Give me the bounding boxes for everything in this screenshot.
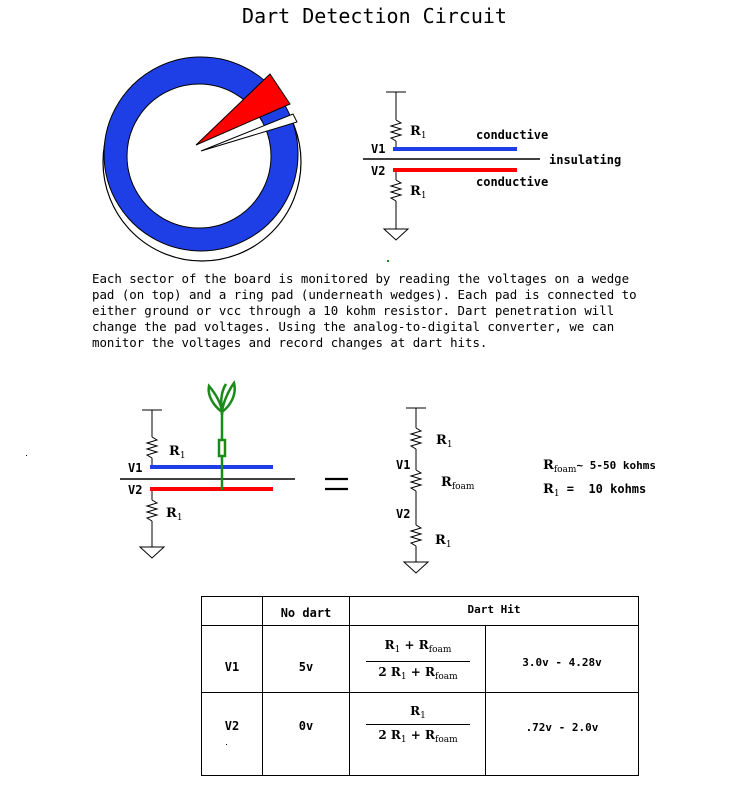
row-v2-fraction-bar [366, 724, 470, 725]
header-no-dart: No dart [280, 606, 332, 620]
description-text: Each sector of the board is monitored by reading the voltages on a wedge pad (on top) and a ring pad (underneath wedges). Each pad is connected to either ground or vcc through a 10 kohm resistor. Dart penetration will change the pad voltages. Using the analog-to-digital converter, we can monitor the voltages and record changes at dart hits. [92, 271, 637, 350]
row-v2-range: .72v - 2.0v [525, 721, 599, 734]
v2-label: V2 [371, 164, 386, 178]
rfoam-value: $R_{foam}\sim$ 5-50 kohms [543, 458, 656, 475]
page-title: Dart Detection Circuit [242, 4, 507, 28]
v1-label-dart: V1 [128, 461, 143, 475]
row-v1-fraction-bar [366, 661, 470, 662]
stray-dot [26, 455, 27, 456]
row-v2-label: V2 [224, 719, 240, 733]
header-dart-hit: Dart Hit [467, 603, 521, 616]
stray-dot [226, 744, 227, 745]
row-v1-no-dart: 5v [298, 660, 314, 674]
v2-label-dart: V2 [128, 483, 143, 497]
r1-label-eq-top: $R_1$ [436, 433, 453, 450]
r1-label-bottom: $R_1$ [410, 184, 427, 201]
conductive-top-label: conductive [476, 128, 549, 142]
r1-label-eq-bottom: $R_1$ [435, 533, 452, 550]
r1-label-dart-bottom: $R_1$ [166, 506, 183, 523]
green-dot [387, 260, 389, 262]
insulating-label: insulating [549, 153, 622, 167]
equivalent-circuit [404, 408, 428, 573]
v2-label-eq: V2 [396, 507, 411, 521]
v1-label-eq: V1 [396, 458, 411, 472]
results-table-grid [201, 596, 639, 776]
row-v2-numerator: $R_1$ [410, 704, 426, 721]
dartboard-illustration [103, 57, 301, 261]
equals-sign [325, 479, 348, 489]
row-v1-range: 3.0v - 4.28v [522, 656, 602, 669]
row-v2-no-dart: 0v [298, 719, 314, 733]
r1-label-top: $R_1$ [410, 124, 427, 141]
pad-circuit [363, 92, 540, 240]
r1-label-dart-top: $R_1$ [169, 444, 186, 461]
row-v1-denominator: 2 $R_1 + R_{foam}$ [378, 665, 458, 682]
row-v2-denominator: 2 $R_1 + R_{foam}$ [378, 728, 458, 745]
conductive-bottom-label: conductive [476, 175, 549, 189]
row-v1-numerator: $R_1 + R_{foam}$ [384, 638, 452, 655]
dart-circuit [120, 410, 295, 558]
rfoam-label-eq: $R_{foam}$ [441, 475, 475, 492]
v1-label: V1 [371, 142, 386, 156]
r1-value: $R_1 = 10$ kohms [543, 482, 647, 499]
row-v1-label: V1 [224, 660, 240, 674]
dart-icon [209, 383, 235, 490]
